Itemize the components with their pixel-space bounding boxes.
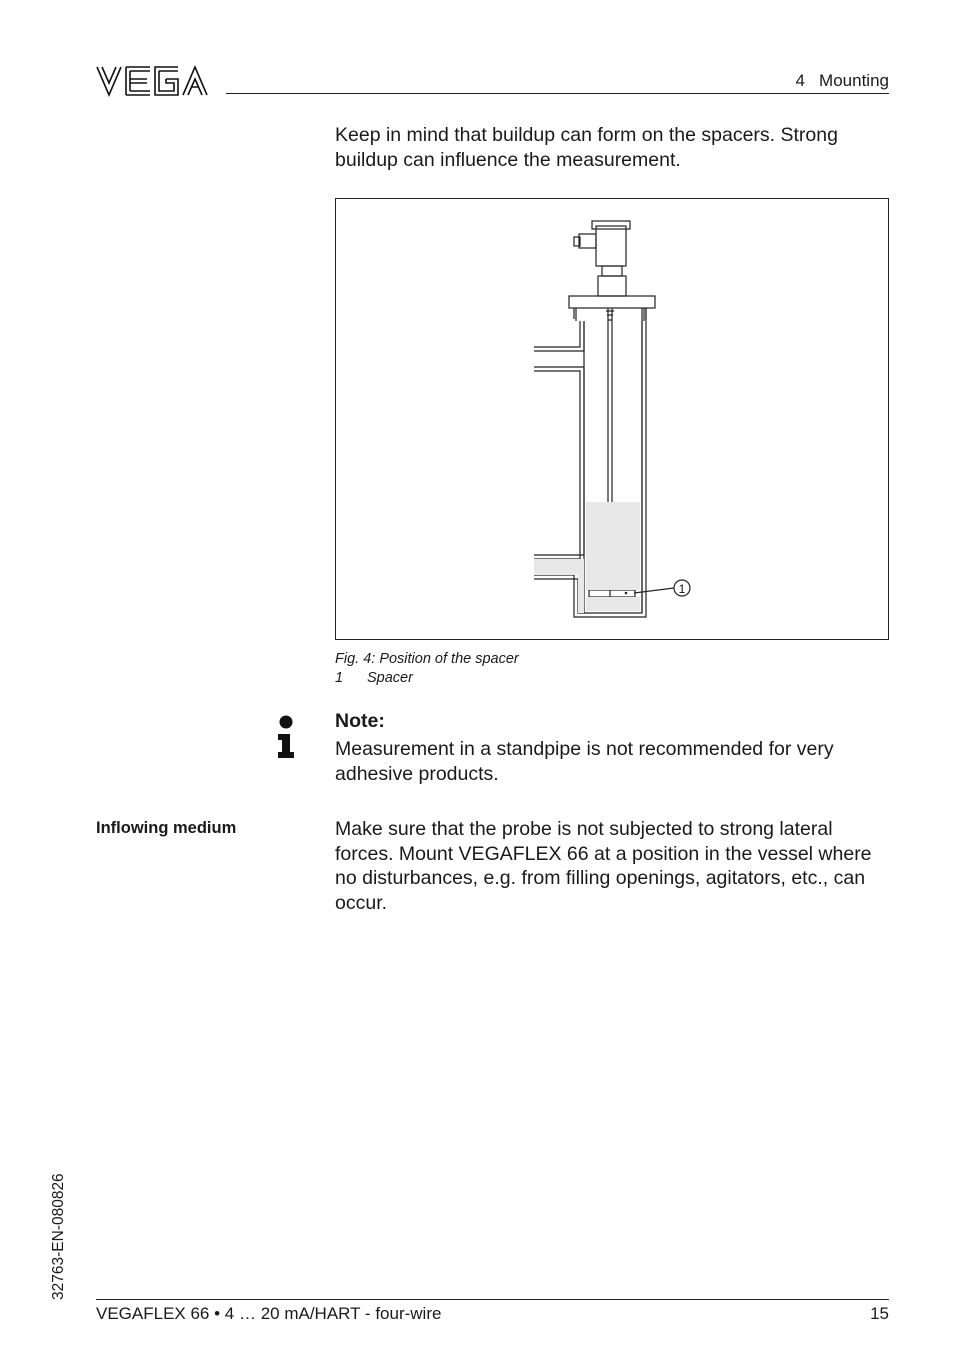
figure-frame xyxy=(335,198,889,640)
footer-rule xyxy=(96,1299,889,1300)
standpipe-diagram xyxy=(336,199,888,639)
section-title: 4 Mounting xyxy=(795,71,889,90)
header-rule xyxy=(226,93,889,94)
intro-paragraph: Keep in mind that buildup can form on the spacers. Strong buildup can influence the measurement. xyxy=(335,124,838,171)
sensor-housing xyxy=(596,226,626,266)
callout-number: 1 xyxy=(678,582,686,596)
figure-caption: Fig. 4: Position of the spacer xyxy=(335,651,519,667)
flange xyxy=(569,296,655,308)
document-id: 32763-EN-080826 xyxy=(50,1173,67,1300)
page-number: 15 xyxy=(870,1304,889,1323)
vega-logo xyxy=(95,63,215,99)
footer-product: VEGAFLEX 66 • 4 … 20 mA/HART - four-wire xyxy=(96,1304,442,1323)
side-heading-inflowing-medium: Inflowing medium xyxy=(96,819,237,837)
spacer xyxy=(589,590,635,597)
figure-legend-number: 1 xyxy=(335,670,344,686)
figure-legend-label: Spacer xyxy=(367,670,413,686)
note-title: Note: xyxy=(335,710,385,732)
medium-level xyxy=(586,502,640,590)
inflowing-paragraph: Make sure that the probe is not subjected to strong lateral forces. Mount VEGAFLEX 66 at a position in the vessel where no disturbances, e.g. from filling openings, agitators, etc., can occur. xyxy=(335,818,872,914)
note-text: Measurement in a standpipe is not recommended for very adhesive products. xyxy=(335,738,834,785)
info-icon xyxy=(272,714,300,760)
